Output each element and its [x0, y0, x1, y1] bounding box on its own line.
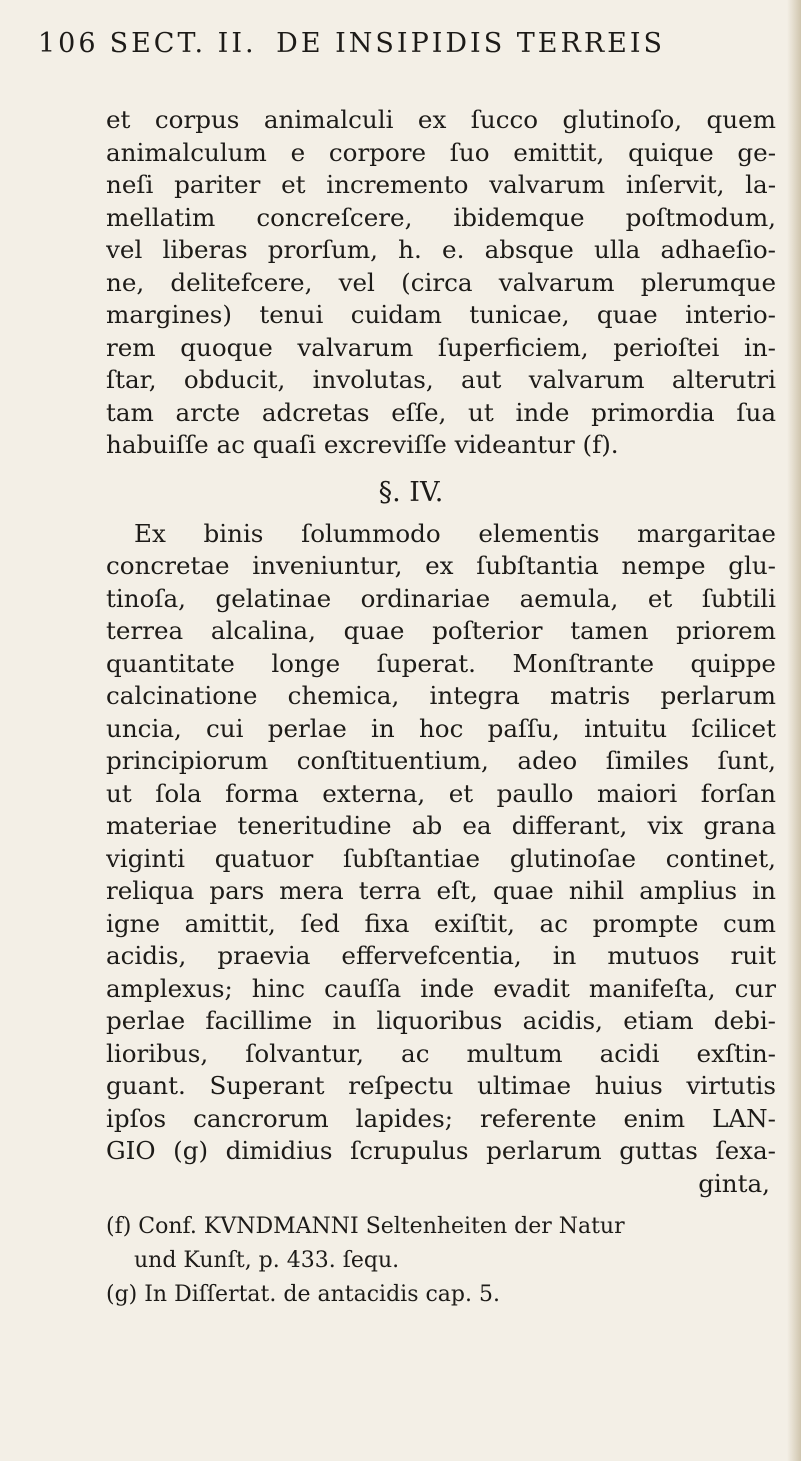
text-line: ut ſola forma externa, et paullo maiori forſan [106, 778, 776, 808]
catchword: ginta, [698, 1168, 770, 1198]
text-line: animalculum e corpore ſuo emittit, quique ge- [106, 137, 776, 167]
text-line: guant. Superant reſpectu ultimae huius virtutis [106, 1071, 776, 1100]
text-line: et corpus animalculi ex ſucco glutinoſo, quem [106, 105, 776, 134]
footnote-line: und Kunſt, p. 433. ſequ. [134, 1248, 400, 1273]
section-label: SECT. II. [109, 28, 257, 59]
body-text [106, 104, 776, 1314]
text-line: viginti quatuor ſubſtantiae glutinoſae continet, [106, 843, 776, 873]
text-line: tam arcte adcretas eſſe, ut inde primordia ſua [106, 397, 776, 427]
text-line: habuiſſe ac quaſi excreviſſe videantur (f). [106, 430, 619, 459]
page-number: 106 [38, 28, 99, 59]
text-line: GIO (g) dimidius ſcrupulus perlarum guttas ſexa- [106, 1136, 776, 1165]
text-line: ne, delitefcere, vel (circa valvarum plerumque [106, 267, 776, 297]
text-line: acidis, praevia effervefcentia, in mutuos ruit [106, 941, 776, 970]
text-line: igne amittit, ſed fixa exiſtit, ac prompte cum [106, 908, 776, 938]
text-line: ipſos cancrorum lapides; referente enim LAN- [106, 1103, 776, 1133]
text-line: reliqua pars mera terra eſt, quae nihil amplius in [106, 876, 776, 905]
text-line: uncia, cui perlae in hoc paſſu, intuitu ſcilicet [106, 713, 776, 743]
page-gutter-shadow [787, 0, 801, 1461]
text-line: lioribus, ſolvantur, ac multum acidi exſtin- [106, 1038, 776, 1068]
text-line: calcinatione chemica, integra matris perlarum [106, 681, 776, 710]
text-line: materiae teneritudine ab ea differant, vix grana [106, 811, 776, 840]
footnotes [106, 1212, 776, 1314]
footnote-line: (g) In Diſſertat. de antacidis cap. 5. [106, 1282, 500, 1307]
paragraph-1 [106, 104, 776, 462]
running-header [38, 28, 778, 84]
footnote-line: (f) Conf. KVNDMANNI Seltenheiten der Natur [106, 1214, 625, 1239]
text-line: rem quoque valvarum ſuperficiem, perioſtei in- [106, 332, 776, 362]
text-line: quantitate longe ſuperat. Monſtrante quippe [106, 648, 776, 678]
text-line: amplexus; hinc cauſſa inde evadit manifeſta, cur [106, 973, 776, 1003]
text-line: neſi pariter et incremento valvarum inſervit, la- [106, 170, 776, 199]
header-title: DE INSIPIDIS TERREIS [276, 28, 666, 59]
section-heading: §. IV. [378, 476, 444, 508]
text-line: vel liberas prorſum, h. e. absque ulla adhaeſio- [106, 235, 776, 264]
text-line: perlae facillime in liquoribus acidis, etiam debi- [106, 1006, 776, 1035]
text-line: ſtar, obducit, involutas, aut valvarum alterutri [106, 365, 776, 394]
text-line: concretae inveniuntur, ex ſubſtantia nempe glu- [106, 551, 776, 580]
text-line: terrea alcalina, quae poſterior tamen priorem [106, 616, 776, 645]
paragraph-2 [106, 518, 776, 1201]
text-line: margines) tenui cuidam tunicae, quae interio- [106, 300, 776, 329]
text-line: principiorum conſtituentium, adeo ſimiles ſunt, [106, 746, 776, 775]
text-line: mellatim concreſcere, ibidemque poſtmodum, [106, 202, 776, 232]
text-line: tinoſa, gelatinae ordinariae aemula, et ſubtili [106, 583, 776, 613]
text-line: Ex binis ſolummodo elementis margaritae [134, 518, 776, 548]
